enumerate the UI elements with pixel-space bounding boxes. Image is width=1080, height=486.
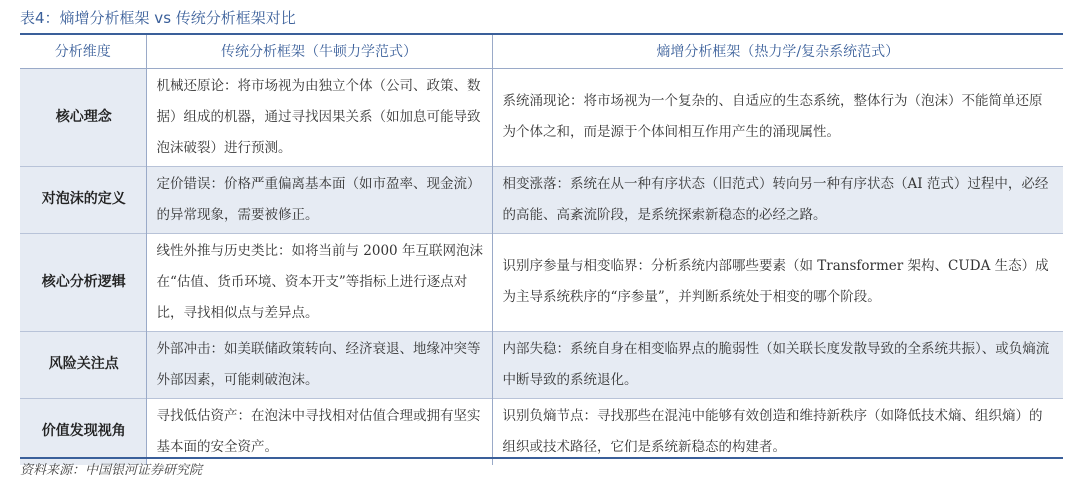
table-row — [20, 398, 1063, 465]
header-traditional: 传统分析框架（牛顿力学范式） — [146, 35, 492, 68]
row-entropy: 识别序参量与相变临界：分析系统内部哪些要素（如 Transformer 架构、CUDA 生态）成为主导系统秩序的“序参量”，并判断系统处于相变的哪个阶段。 — [492, 233, 1063, 331]
source-note: 资料来源：中国银河证券研究院 — [20, 463, 203, 478]
row-entropy: 内部失稳：系统自身在相变临界点的脆弱性（如关联长度发散导致的全系统共振）、或负熵流中断导致的系统退化。 — [492, 331, 1063, 398]
table-row — [20, 68, 1063, 166]
table-caption: 表4：熵增分析框架 vs 传统分析框架对比 — [20, 9, 296, 27]
table-header-row — [20, 35, 1063, 68]
row-dimension: 风险关注点 — [20, 331, 146, 398]
row-dimension: 价值发现视角 — [20, 398, 146, 465]
row-dimension: 核心分析逻辑 — [20, 233, 146, 331]
row-traditional: 机械还原论：将市场视为由独立个体（公司、政策、数据）组成的机器，通过寻找因果关系（如加息可能导致泡沫破裂）进行预测。 — [146, 68, 492, 166]
row-traditional: 定价错误：价格严重偏离基本面（如市盈率、现金流）的异常现象，需要被修正。 — [146, 166, 492, 233]
table-row — [20, 331, 1063, 398]
row-traditional: 外部冲击：如美联储政策转向、经济衰退、地缘冲突等外部因素，可能刺破泡沫。 — [146, 331, 492, 398]
row-dimension: 核心理念 — [20, 68, 146, 166]
comparison-table — [20, 35, 1063, 465]
row-dimension: 对泡沫的定义 — [20, 166, 146, 233]
table-bottom-rule — [20, 457, 1063, 459]
header-entropy: 熵增分析框架（热力学/复杂系统范式） — [492, 35, 1063, 68]
table-row — [20, 166, 1063, 233]
row-entropy: 识别负熵节点：寻找那些在混沌中能够有效创造和维持新秩序（如降低技术熵、组织熵）的组织或技术路径，它们是系统新稳态的构建者。 — [492, 398, 1063, 465]
row-traditional: 线性外推与历史类比：如将当前与 2000 年互联网泡沫在“估值、货币环境、资本开支”等指标上进行逐点对比，寻找相似点与差异点。 — [146, 233, 492, 331]
row-entropy: 相变涨落：系统在从一种有序状态（旧范式）转向另一种有序状态（AI 范式）过程中，必经的高能、高紊流阶段，是系统探索新稳态的必经之路。 — [492, 166, 1063, 233]
header-dimension: 分析维度 — [20, 35, 146, 68]
row-entropy: 系统涌现论：将市场视为一个复杂的、自适应的生态系统，整体行为（泡沫）不能简单还原为个体之和，而是源于个体间相互作用产生的涌现属性。 — [492, 68, 1063, 166]
table-row — [20, 233, 1063, 331]
row-traditional: 寻找低估资产：在泡沫中寻找相对估值合理或拥有坚实基本面的安全资产。 — [146, 398, 492, 465]
